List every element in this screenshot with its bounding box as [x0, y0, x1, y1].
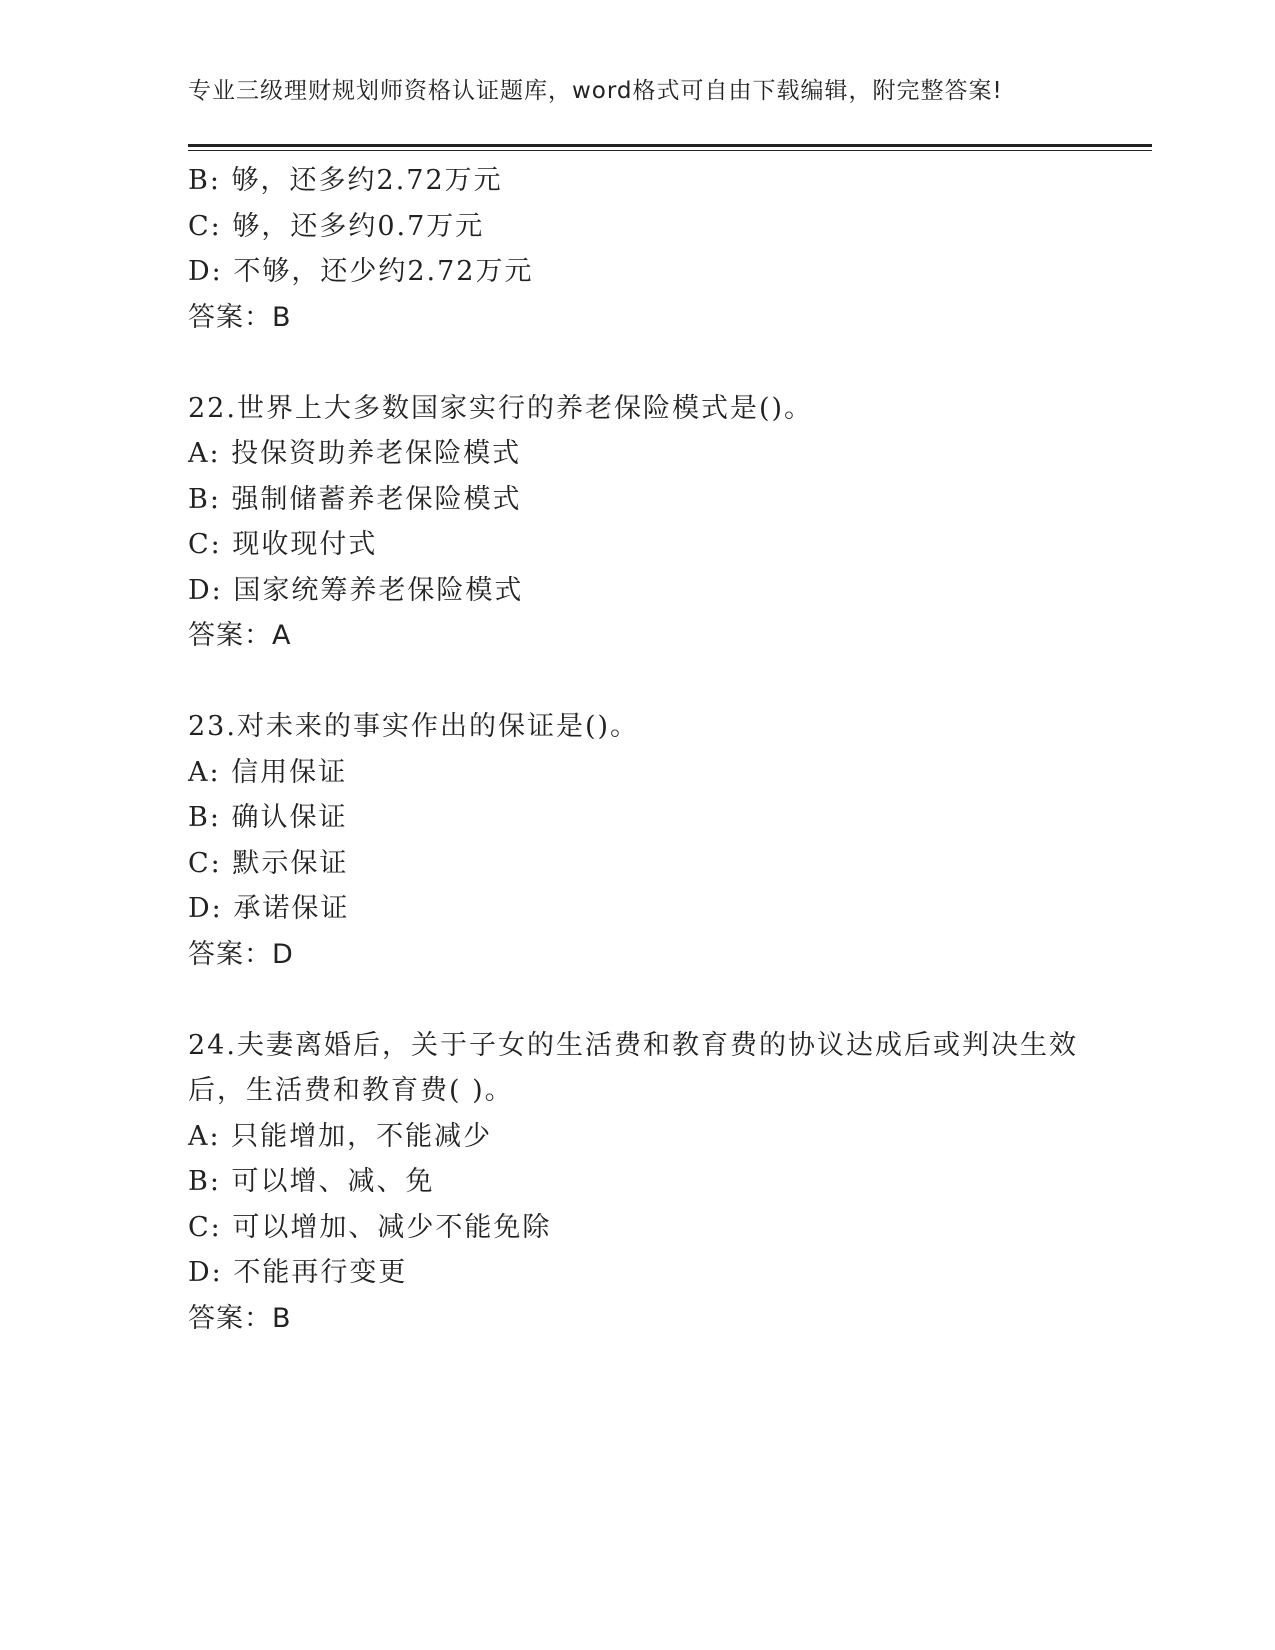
page-header: 专业三级理财规划师资格认证题库，word格式可自由下载编辑，附完整答案!	[188, 78, 1003, 104]
option-c: C: 够，还多约0.7万元	[188, 210, 485, 242]
question-stem: 22.世界上大多数国家实行的养老保险模式是()。	[188, 392, 814, 424]
option-b: B: 强制储蓄养老保险模式	[188, 483, 522, 515]
question-content	[188, 158, 1088, 1341]
question-22	[188, 386, 1088, 659]
question-24	[188, 1023, 1088, 1342]
question-stem: 23.对未来的事实作出的保证是()。	[188, 711, 640, 742]
spacer	[188, 977, 1088, 1023]
question-23	[188, 704, 1088, 977]
spacer	[188, 340, 1088, 386]
option-d: D: 国家统筹养老保险模式	[188, 574, 524, 606]
answer-line: 答案：B	[188, 301, 292, 333]
option-a: A: 只能增加，不能减少	[188, 1120, 493, 1152]
header-rule-thick	[188, 144, 1152, 147]
header-rule-thin	[188, 150, 1152, 151]
question-stem: 24.夫妻离婚后，关于子女的生活费和教育费的协议达成后或判决生效后，生活费和教育费( )。	[188, 1029, 1078, 1106]
option-a: A: 信用保证	[188, 756, 348, 788]
option-c: C: 现收现付式	[188, 529, 378, 560]
option-d: D: 承诺保证	[188, 893, 350, 924]
answer-line: 答案：D	[188, 938, 294, 970]
question-21-continuation	[188, 158, 1088, 340]
option-c: C: 默示保证	[188, 847, 349, 879]
option-d: D: 不够，还少约2.72万元	[188, 256, 534, 287]
option-b: B: 可以增、减、免	[188, 1166, 435, 1197]
option-a: A: 投保资助养老保险模式	[188, 438, 522, 469]
option-b: B: 够，还多约2.72万元	[188, 165, 503, 196]
option-b: B: 确认保证	[188, 802, 348, 833]
option-c: C: 可以增加、减少不能免除	[188, 1211, 552, 1243]
option-d: D: 不能再行变更	[188, 1257, 408, 1288]
answer-line: 答案：A	[188, 620, 292, 651]
answer-line: 答案：B	[188, 1302, 292, 1334]
spacer	[188, 659, 1088, 705]
